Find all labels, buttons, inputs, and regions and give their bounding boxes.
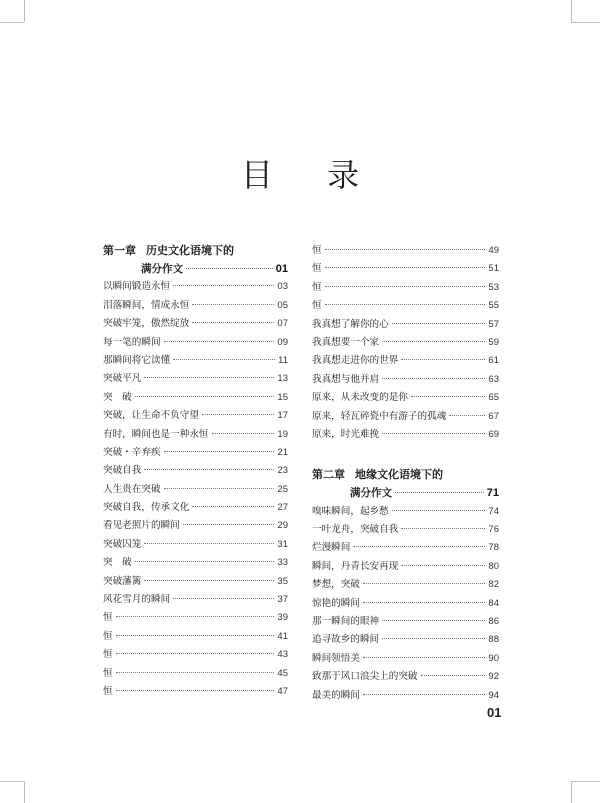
- entry-title: 我真想与他并肩: [312, 373, 380, 385]
- leader-dots: [164, 341, 275, 342]
- toc-left-column: [103, 242, 288, 701]
- entry-page: 29: [277, 520, 288, 532]
- entry-page: 74: [488, 505, 499, 517]
- entry-page: 47: [277, 685, 288, 697]
- toc-entry[interactable]: [312, 242, 499, 260]
- toc-entry[interactable]: [103, 499, 288, 517]
- leader-dots: [449, 415, 485, 416]
- page-title: 目 录: [240, 156, 382, 194]
- crop-mark: [24, 781, 25, 803]
- toc-entry[interactable]: [312, 521, 499, 539]
- toc-entry[interactable]: [103, 315, 288, 333]
- leader-dots: [363, 694, 485, 695]
- entry-title: 恒: [103, 612, 113, 624]
- leader-dots: [202, 414, 274, 415]
- leader-dots: [116, 672, 275, 673]
- entry-title: 每一笔的瞬间: [103, 336, 161, 348]
- entry-page: 82: [488, 579, 499, 591]
- leader-dots: [164, 488, 275, 489]
- entry-page: 67: [488, 410, 499, 422]
- chapter-number: 第一章: [103, 245, 136, 257]
- leader-dots: [144, 580, 274, 581]
- leader-dots: [173, 285, 274, 286]
- leader-dots: [382, 638, 485, 639]
- leader-dots: [392, 510, 486, 511]
- toc-entry[interactable]: [312, 426, 499, 444]
- entry-title: 恒: [103, 649, 113, 661]
- entry-title: 那一瞬间的眼神: [312, 616, 380, 628]
- entry-title: 我真想要一个家: [312, 336, 380, 348]
- entry-page: 61: [488, 355, 499, 367]
- leader-dots: [401, 565, 485, 566]
- entry-page: 51: [488, 263, 499, 275]
- leader-dots: [392, 323, 486, 324]
- chapter-heading[interactable]: [312, 466, 499, 484]
- entry-page: 69: [488, 428, 499, 440]
- entry-title: 以瞬间锻造永恒: [103, 281, 171, 293]
- entry-page: 49: [488, 245, 499, 256]
- toc-entry[interactable]: [312, 316, 499, 334]
- leader-dots: [192, 304, 274, 305]
- leader-dots: [401, 359, 485, 360]
- crop-mark: [24, 0, 25, 22]
- toc-entry[interactable]: [312, 352, 499, 370]
- toc-entry[interactable]: [103, 628, 288, 646]
- crop-mark: [0, 781, 24, 782]
- entry-title: 突破，让生命不负守望: [103, 410, 199, 422]
- entry-page: 76: [488, 524, 499, 536]
- crop-mark: [571, 22, 600, 23]
- toc-entry[interactable]: [312, 576, 499, 594]
- entry-title: 追寻故乡的瞬间: [312, 634, 380, 646]
- entry-title: 最美的瞬间: [312, 689, 360, 701]
- entry-title: 梦想，突破: [312, 579, 360, 591]
- toc-entry[interactable]: [103, 334, 288, 352]
- leader-dots: [411, 396, 485, 397]
- entry-title: 有时，瞬间也是一种永恒: [103, 428, 209, 440]
- toc-entry[interactable]: [312, 279, 499, 297]
- entry-page: 55: [488, 300, 499, 312]
- leader-dots: [382, 341, 485, 342]
- entry-title: 惊艳的瞬间: [312, 597, 360, 609]
- toc-entry[interactable]: [103, 573, 288, 591]
- toc-entry[interactable]: [103, 444, 288, 462]
- crop-mark: [0, 22, 24, 23]
- entry-title: 恒: [103, 667, 113, 679]
- leader-dots: [325, 249, 486, 250]
- toc-entry[interactable]: [103, 370, 288, 388]
- toc-entry[interactable]: [312, 503, 499, 521]
- entry-page: 03: [277, 281, 288, 293]
- entry-title: 恒: [103, 685, 113, 697]
- entry-title: 嗅味瞬间，起乡愁: [312, 505, 389, 517]
- entry-title: 烂漫瞬间: [312, 542, 351, 554]
- entry-page: 07: [277, 318, 288, 330]
- entry-title: 原来，时光难挽: [312, 428, 380, 440]
- leader-dots: [144, 377, 274, 378]
- toc-entry[interactable]: [312, 484, 499, 502]
- toc-entry[interactable]: [312, 371, 499, 389]
- entry-page: 65: [488, 392, 499, 404]
- leader-dots: [382, 620, 485, 621]
- toc-entry[interactable]: [312, 539, 499, 557]
- toc-entry[interactable]: [312, 389, 499, 407]
- leader-dots: [325, 286, 486, 287]
- entry-page: 43: [277, 649, 288, 661]
- leader-dots: [183, 524, 275, 525]
- toc-entry[interactable]: [103, 407, 288, 425]
- leader-dots: [173, 359, 275, 360]
- entry-page: 11: [278, 354, 288, 366]
- entry-page: 71: [486, 487, 499, 500]
- entry-title: 突破藩篱: [103, 575, 142, 587]
- chapter-subtitle: 满分作文: [141, 263, 183, 275]
- entry-title: 恒: [312, 300, 322, 312]
- entry-page: 31: [277, 538, 288, 550]
- leader-dots: [116, 616, 275, 617]
- chapter-title: 历史文化语境下的: [146, 245, 234, 257]
- toc-entry[interactable]: [312, 668, 499, 686]
- leader-dots: [212, 433, 275, 434]
- leader-dots: [421, 675, 486, 676]
- toc-entry[interactable]: [103, 554, 288, 572]
- entry-page: 21: [277, 446, 288, 458]
- entry-title: 风花雪月的瞬间: [103, 594, 171, 606]
- entry-title: 突破自我，传承文化: [103, 502, 190, 514]
- toc-entry[interactable]: [103, 646, 288, 664]
- toc-list: [103, 278, 288, 701]
- entry-page: 25: [277, 483, 288, 495]
- leader-dots: [186, 268, 273, 269]
- toc-entry[interactable]: [312, 631, 499, 649]
- entry-title: 恒: [312, 245, 322, 256]
- toc-entry[interactable]: [103, 536, 288, 554]
- entry-title: 看见老照片的瞬间: [103, 520, 180, 532]
- leader-dots: [164, 451, 275, 452]
- chapter-number: 第二章: [312, 469, 345, 482]
- toc-entry[interactable]: [103, 278, 288, 296]
- leader-dots: [353, 546, 485, 547]
- entry-title: 突 破: [103, 557, 132, 569]
- entry-title: 瞬间领悟美: [312, 652, 360, 664]
- leader-dots: [144, 543, 274, 544]
- entry-page: 19: [277, 428, 288, 440]
- entry-page: 05: [277, 299, 288, 311]
- entry-page: 27: [277, 502, 288, 514]
- toc-entry[interactable]: [312, 334, 499, 352]
- leader-dots: [363, 583, 485, 584]
- leader-dots: [135, 561, 275, 562]
- entry-page: 88: [488, 634, 499, 646]
- entry-title: 泪落瞬间，情成永恒: [103, 299, 190, 311]
- entry-page: 33: [277, 557, 288, 569]
- entry-page: 94: [488, 689, 499, 701]
- entry-title: 恒: [103, 630, 113, 642]
- crop-mark: [571, 781, 572, 803]
- chapter-title: 地缘文化语境下的: [355, 469, 443, 482]
- entry-page: 90: [488, 652, 499, 664]
- toc-entry[interactable]: [103, 481, 288, 499]
- entry-title: 恒: [312, 281, 322, 293]
- entry-page: 53: [488, 281, 499, 293]
- entry-page: 63: [488, 373, 499, 385]
- toc-entry[interactable]: [103, 683, 288, 701]
- toc-entry[interactable]: [312, 260, 499, 278]
- leader-dots: [325, 304, 486, 305]
- toc-right-column: [312, 242, 499, 705]
- leader-dots: [363, 602, 485, 603]
- entry-page: 23: [277, 465, 288, 477]
- entry-title: 突破自我: [103, 465, 142, 477]
- entry-title: 一叶龙舟，突破自我: [312, 524, 399, 536]
- leader-dots: [144, 469, 274, 470]
- leader-dots: [135, 396, 275, 397]
- entry-page: 92: [488, 671, 499, 683]
- entry-page: 59: [488, 336, 499, 348]
- entry-title: 突破・辛弃疾: [103, 446, 161, 458]
- entry-title: 人生贵在突破: [103, 483, 161, 495]
- entry-page: 17: [277, 410, 288, 422]
- entry-page: 41: [277, 630, 288, 642]
- leader-dots: [192, 322, 274, 323]
- toc-entry[interactable]: [103, 609, 288, 627]
- entry-title: 突破平凡: [103, 373, 142, 385]
- leader-dots: [382, 378, 485, 379]
- entry-title: 那瞬间将它读懂: [103, 354, 171, 366]
- toc-entry[interactable]: [103, 426, 288, 444]
- entry-page: 37: [277, 594, 288, 606]
- toc-entry[interactable]: [103, 591, 288, 609]
- entry-title: 突破牢笼，傲然绽放: [103, 318, 190, 330]
- entry-page: 84: [488, 597, 499, 609]
- entry-page: 01: [275, 263, 288, 275]
- toc-entry[interactable]: [103, 665, 288, 683]
- crop-mark: [571, 781, 600, 782]
- toc-entry[interactable]: [103, 352, 288, 370]
- toc-entry[interactable]: [312, 558, 499, 576]
- crop-mark: [571, 0, 572, 22]
- entry-title: 原来，轻瓦碎瓷中有游子的孤魂: [312, 410, 447, 422]
- leader-dots: [192, 506, 274, 507]
- chapter-heading[interactable]: [103, 242, 288, 260]
- entry-title: 瞬间，丹青长安再现: [312, 560, 399, 572]
- entry-page: 13: [277, 373, 288, 385]
- leader-dots: [116, 653, 275, 654]
- leader-dots: [401, 528, 485, 529]
- leader-dots: [173, 598, 274, 599]
- entry-title: 恒: [312, 263, 322, 275]
- entry-title: 我真想了解你的心: [312, 318, 389, 330]
- toc-entry[interactable]: [103, 260, 288, 278]
- entry-title: 突破囚笼: [103, 538, 142, 550]
- entry-page: 35: [277, 575, 288, 587]
- toc-entry[interactable]: [103, 297, 288, 315]
- toc-entry[interactable]: [312, 650, 499, 668]
- entry-title: 致那于风口浪尖上的突破: [312, 671, 418, 683]
- page-number: 01: [487, 705, 502, 720]
- entry-page: 15: [277, 391, 288, 403]
- entry-title: 原来，从未改变的是你: [312, 392, 408, 404]
- chapter-subtitle: 满分作文: [350, 487, 392, 500]
- entry-title: 突 破: [103, 391, 132, 403]
- toc-list: [312, 503, 499, 705]
- toc-entry[interactable]: [312, 297, 499, 315]
- toc-entry[interactable]: [312, 595, 499, 613]
- leader-dots: [116, 690, 275, 691]
- leader-dots: [116, 635, 275, 636]
- entry-page: 57: [488, 318, 499, 330]
- entry-page: 78: [488, 542, 499, 554]
- leader-dots: [382, 433, 485, 434]
- entry-page: 39: [277, 612, 288, 624]
- leader-dots: [325, 267, 486, 268]
- leader-dots: [395, 492, 484, 493]
- toc-entry[interactable]: [103, 462, 288, 480]
- toc-list: [312, 242, 499, 444]
- toc-entry[interactable]: [103, 389, 288, 407]
- entry-page: 09: [277, 336, 288, 348]
- entry-page: 45: [277, 667, 288, 679]
- toc-entry[interactable]: [103, 517, 288, 535]
- leader-dots: [363, 657, 485, 658]
- toc-entry[interactable]: [312, 613, 499, 631]
- entry-page: 80: [488, 560, 499, 572]
- entry-title: 我真想走进你的世界: [312, 355, 399, 367]
- entry-page: 86: [488, 616, 499, 628]
- toc-entry[interactable]: [312, 687, 499, 705]
- toc-entry[interactable]: [312, 408, 499, 426]
